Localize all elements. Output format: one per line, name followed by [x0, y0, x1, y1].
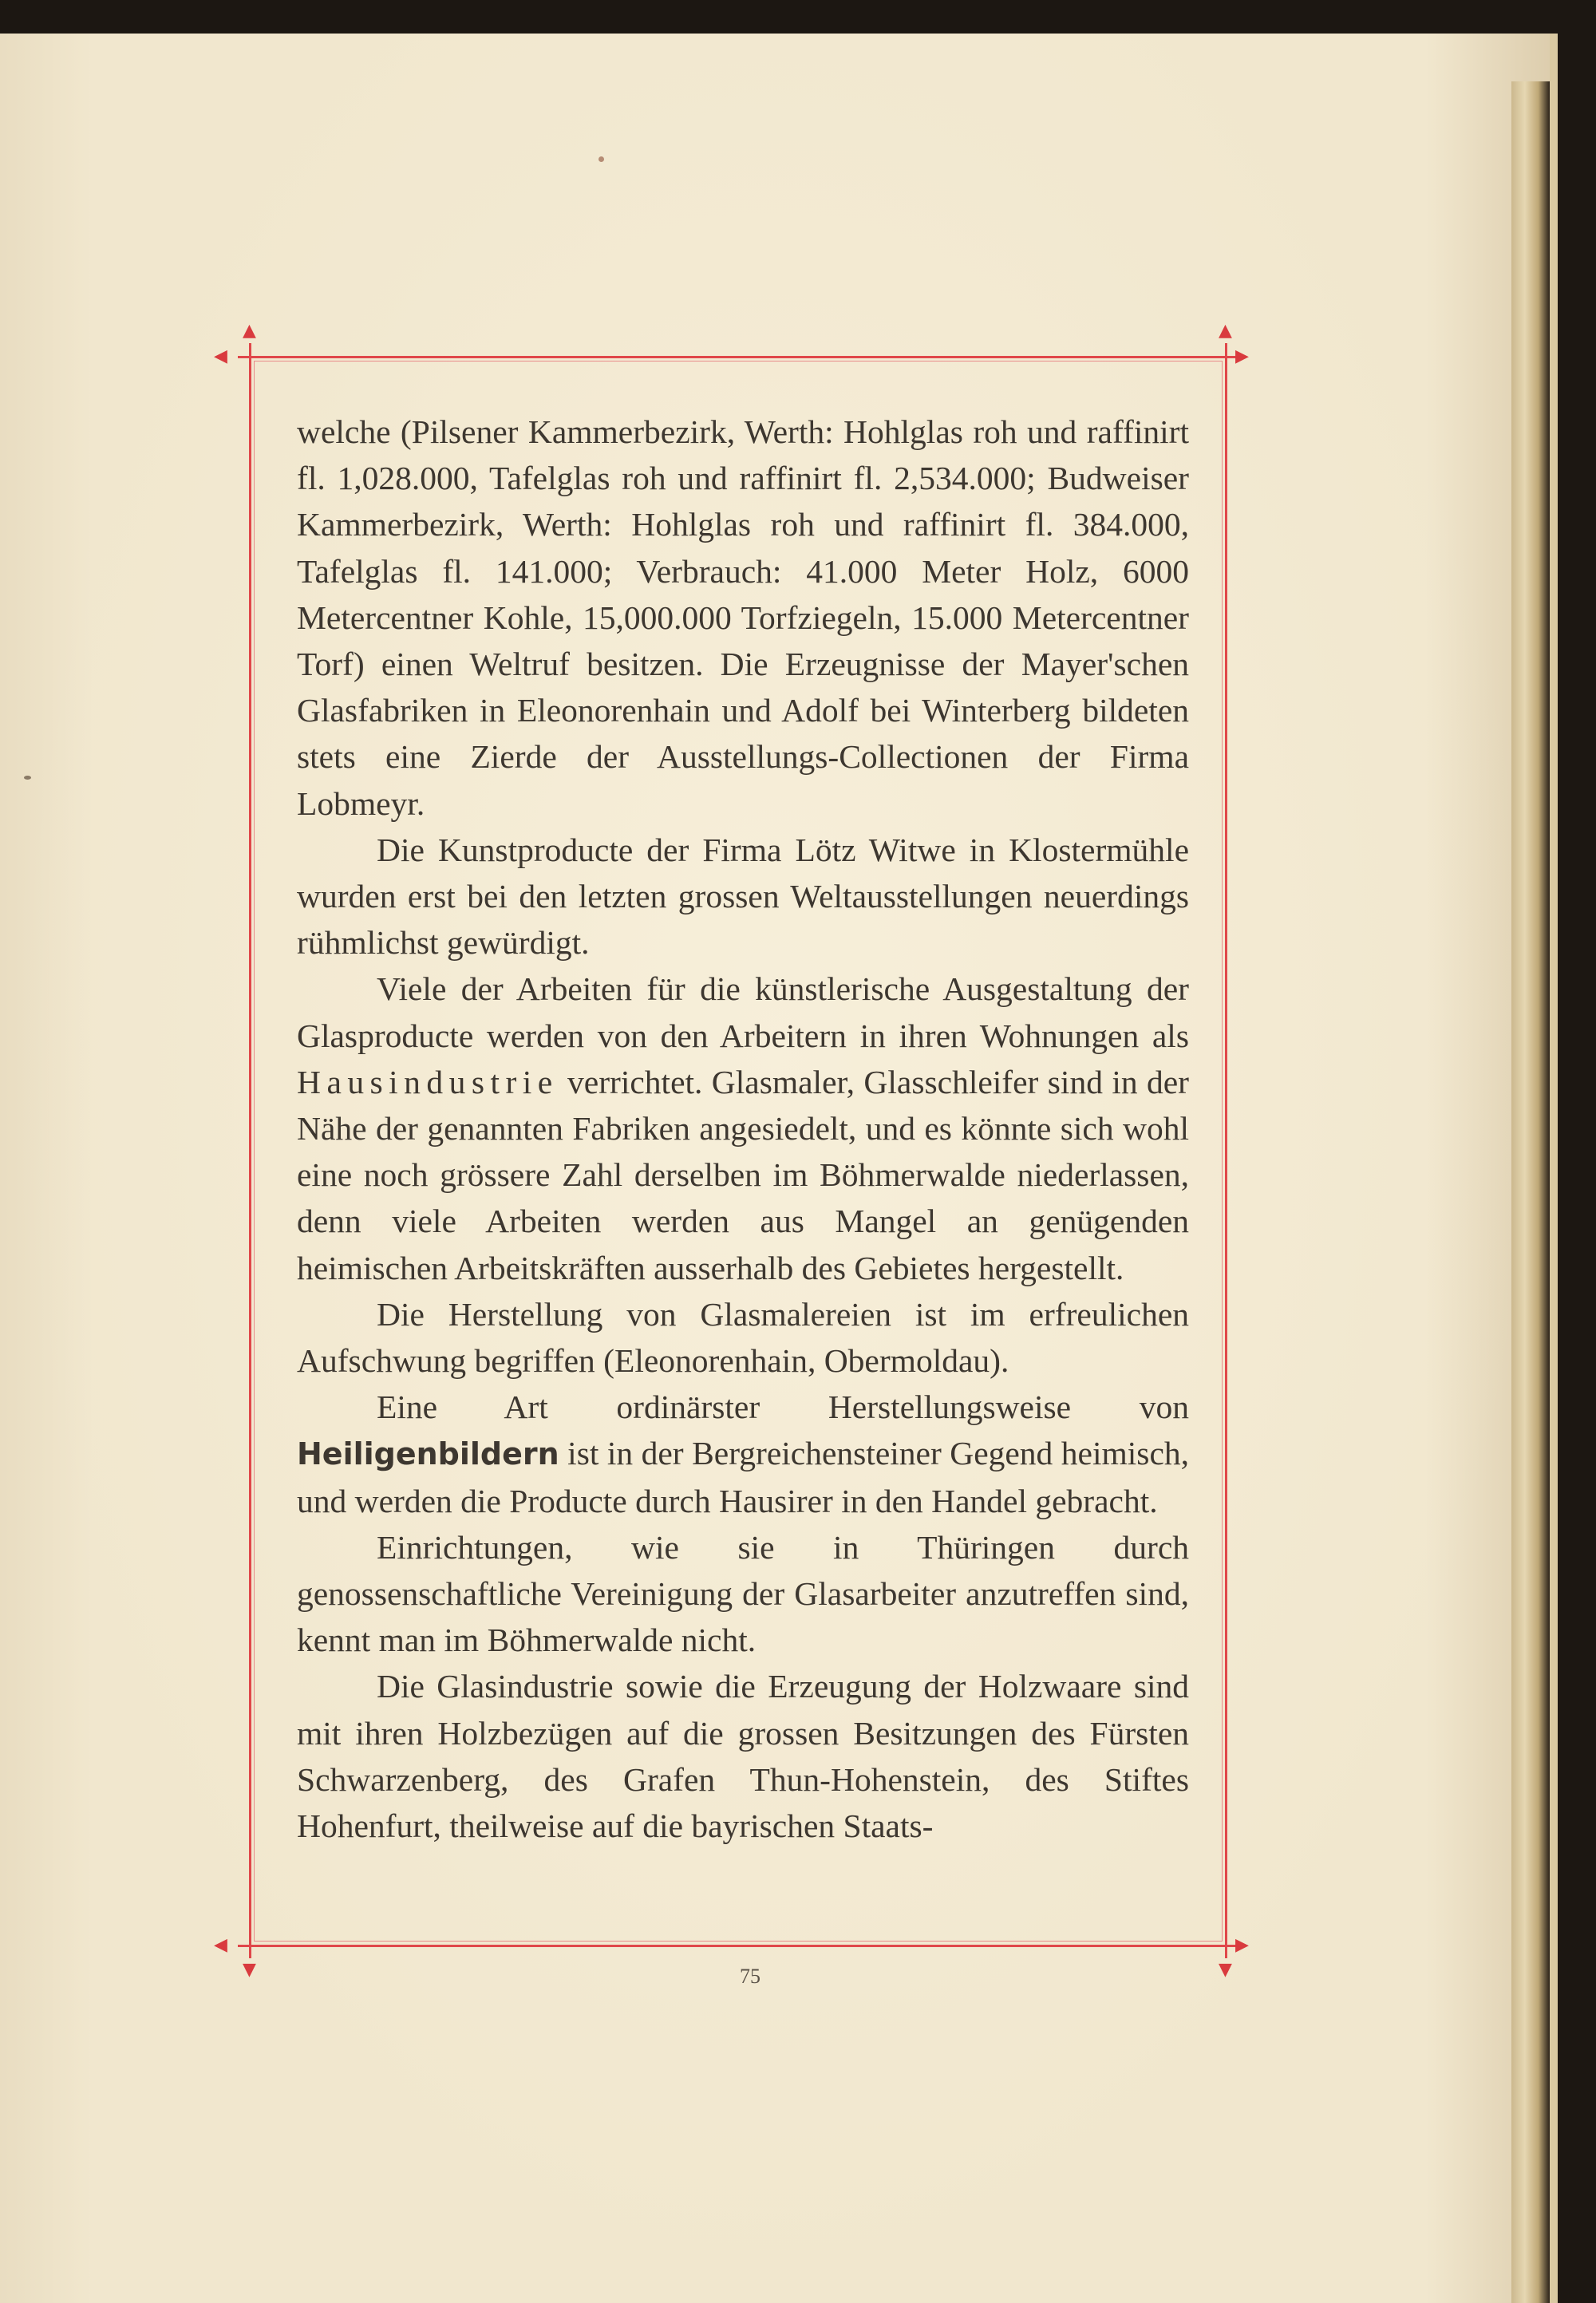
frame-corner-ornament-icon: ◀ [214, 346, 227, 366]
paper-speck [24, 776, 31, 780]
frame-inner-bottom-rule [254, 1941, 1223, 1942]
spaced-term: Hausindustrie [297, 1063, 559, 1100]
frame-corner-ornament-icon: ▼ [243, 1960, 256, 1980]
frame-corner-ornament-icon: ▲ [1219, 321, 1232, 341]
frame-corner-ornament-icon: ◀ [214, 1935, 227, 1955]
paragraph [297, 1663, 1189, 1849]
frame-inner-right-rule [1222, 361, 1223, 1941]
paragraph [297, 966, 1189, 1290]
text-run: Einrichtungen, wie sie in Thüringen durch genossenschaftliche Vereinigung der Glasarbeiter anzutreffen sind, kennt man im Böhmerwalde nicht. [297, 1528, 1189, 1659]
paragraph [297, 1524, 1189, 1664]
paragraph [297, 1384, 1189, 1524]
paragraph [297, 409, 1189, 827]
text-run: Die Kunstproducte der Firma Lötz Witwe in Klostermühle wurden erst bei den letzten grossen Weltausstellungen neuerdings rühmlichst gewürdigt. [297, 831, 1189, 962]
paragraph [297, 827, 1189, 966]
text-run: ist in der Bergreichensteiner Gegend heimisch, und werden die Producte durch Hausirer in den Handel gebracht. [297, 1435, 1189, 1519]
text-run: welche (Pilsener Kammerbezirk, Werth: Hohlglas roh und raffinirt fl. 1,028.000, Tafelglas roh und raffinirt fl. 2,534.000; Budweiser Kammerbezirk, Werth: Hohlglas roh und raffinirt fl. 384.000, Tafelglas fl. 141.000; Verbrauch: 41.000 Meter Holz, 6000 Metercentner Kohle, 15,000.000 Torfziegeln, 15.000 Metercentner Torf) einen Weltruf besitzen. Die Erzeugnisse der Mayer'schen Glasfabriken in Eleonorenhain und Adolf bei Winterberg bildeten stets eine Zierde der Ausstellungs-Collectionen der Firma Lobmeyr. [297, 413, 1189, 822]
paper-speck [598, 156, 604, 162]
text-run: Die Herstellung von Glasmalereien ist im erfreulichen Aufschwung begriffen (Eleonorenhain, Obermoldau). [297, 1295, 1189, 1380]
frame-corner-ornament-icon: ▲ [243, 321, 256, 341]
frame-corner-ornament-icon: ▶ [1235, 346, 1249, 366]
body-text [297, 409, 1189, 1849]
text-run: Eine Art ordinärster Herstellungsweise von [377, 1389, 1189, 1426]
page-edge-stack [1511, 81, 1550, 2303]
page-number: 75 [740, 1965, 760, 1988]
frame-inner-left-rule [254, 361, 255, 1941]
frame-corner-ornament-icon: ▶ [1235, 1935, 1249, 1955]
text-run: Die Glasindustrie sowie die Erzeugung der Holzwaare sind mit ihren Holzbezügen auf die grossen Besitzungen des Fürsten Schwarzenberg, des Grafen Thun-Hohenstein, des Stiftes Hohenfurt, theilweise auf die bayrischen Staats- [297, 1668, 1189, 1845]
frame-bottom-rule [238, 1945, 1238, 1947]
frame-left-rule [249, 343, 251, 1958]
paragraph [297, 1291, 1189, 1384]
frame-corner-ornament-icon: ▼ [1219, 1960, 1232, 1980]
bold-term: Heiligenbildern [297, 1436, 559, 1472]
text-run: Viele der Arbeiten für die künstlerische Ausgestaltung der Glasproducte werden von den Arbeitern in ihren Wohnungen als [297, 970, 1189, 1054]
frame-right-rule [1225, 343, 1227, 1958]
text-run: verrichtet. Glasmaler, Glasschleifer sind in der Nähe der genannten Fabriken angesiedelt, und es könnte sich wohl eine noch grössere Zahl derselben im Böhmerwalde niederlassen, denn viele Arbeiten werden aus Mangel an genügenden heimischen Arbeitskräften ausserhalb des Gebietes hergestellt. [297, 1063, 1189, 1286]
frame-top-rule [238, 356, 1238, 358]
